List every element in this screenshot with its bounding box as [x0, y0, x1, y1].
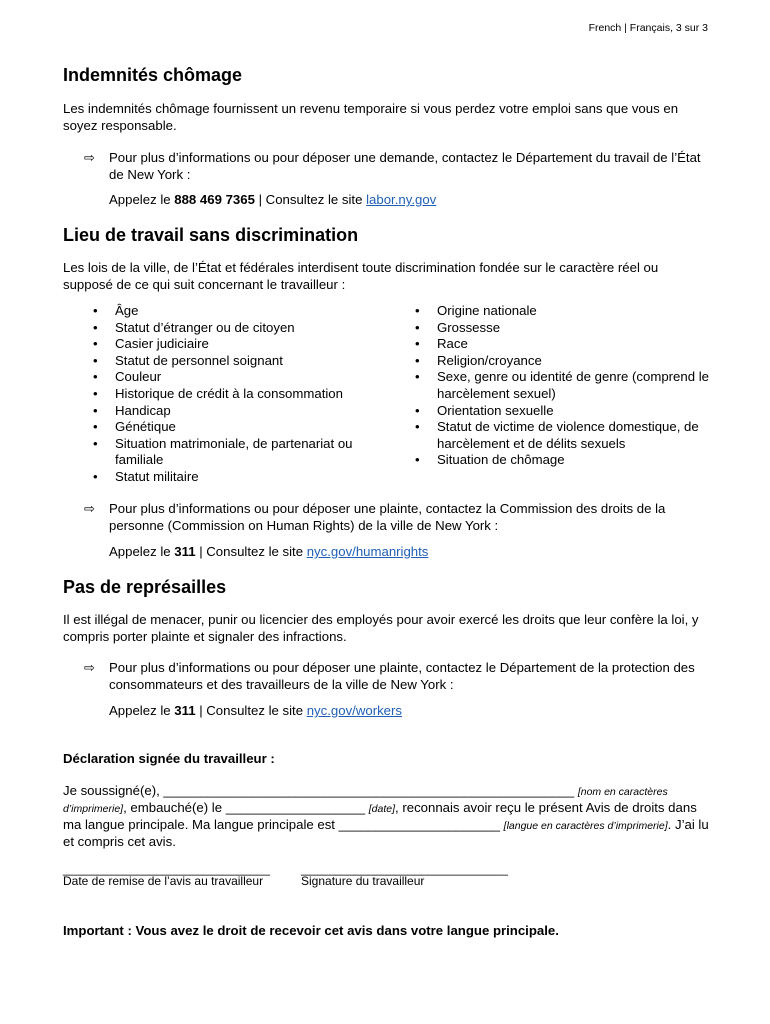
list-item: • Origine nationale	[415, 303, 715, 320]
arrow-right-icon: ⇨	[84, 660, 95, 675]
list-item: • Handicap	[93, 403, 383, 420]
site-prefix: | Consultez le site	[254, 192, 367, 207]
list-item: • Statut militaire	[93, 469, 383, 486]
list-item: • Orientation sexuelle	[415, 403, 715, 420]
list-item: • Religion/croyance	[415, 353, 715, 370]
unemployment-info	[84, 150, 708, 183]
retaliation-contact	[109, 703, 402, 718]
phone-number: 311	[174, 703, 196, 718]
declaration-title: Déclaration signée du travailleur :	[63, 751, 275, 766]
list-item: • Situation matrimoniale, de partenariat ou familiale	[93, 436, 383, 469]
discrimination-info	[84, 501, 708, 534]
declaration-part: Je soussigné(e), ________________________________________________________	[63, 783, 578, 798]
signature-line: _______________________________	[301, 862, 508, 876]
section-title-discrimination: Lieu de travail sans discrimination	[63, 225, 359, 245]
list-item: • Âge	[93, 303, 383, 320]
discrimination-info-text: Pour plus d’informations ou pour déposer une plainte, contactez la Commission des droits de la personne (Commission on Human Rights) de la ville de New York :	[109, 501, 666, 533]
unemployment-info-text: Pour plus d’informations ou pour déposer une demande, contactez le Département du travail de l’État de New York :	[109, 150, 701, 182]
date-line: _______________________________	[63, 862, 270, 876]
unemployment-contact	[109, 192, 436, 207]
retaliation-info-text: Pour plus d’informations ou pour déposer une plainte, contactez le Département de la protection des consommateurs et des travailleurs de la ville de New York :	[109, 660, 695, 692]
phone-number: 311	[174, 544, 196, 559]
site-prefix: | Consultez le site	[195, 703, 307, 718]
declaration-hint: [nom en caractères d’imprimerie]	[63, 786, 668, 815]
date-signature-field	[63, 862, 270, 888]
retaliation-info	[84, 660, 708, 693]
call-prefix: Appelez le	[109, 544, 175, 559]
declaration-part: , embauché(e) le ___________________	[123, 800, 369, 815]
list-item: • Race	[415, 336, 715, 353]
humanrights-link[interactable]: nyc.gov/humanrights	[306, 544, 429, 559]
list-item: • Historique de crédit à la consommation	[93, 386, 383, 403]
site-prefix: | Consultez le site	[195, 544, 307, 559]
call-prefix: Appelez le	[109, 703, 175, 718]
declaration-part: , reconnais avoir reçu le présent Avis de droits dans ma langue principale. Ma langue principale est ______________________	[63, 800, 697, 832]
list-item: • Statut de personnel soignant	[93, 353, 383, 370]
list-item: • Statut d’étranger ou de citoyen	[93, 320, 383, 337]
date-label: Date de remise de l’avis au travailleur	[63, 874, 264, 888]
arrow-right-icon: ⇨	[84, 501, 95, 516]
worker-signature-field	[301, 862, 508, 888]
phone-number: 888 469 7365	[174, 192, 255, 207]
workers-link[interactable]: nyc.gov/workers	[306, 703, 402, 718]
list-item: • Sexe, genre ou identité de genre (comprend le harcèlement sexuel)	[415, 369, 715, 402]
important-note: Important : Vous avez le droit de recevoir cet avis dans votre langue principale.	[63, 923, 559, 938]
page-header-note: French | Français, 3 sur 3	[588, 22, 708, 34]
list-item: • Situation de chômage	[415, 452, 715, 469]
unemployment-body: Les indemnités chômage fournissent un revenu temporaire si vous perdez votre emploi sans que vous en soyez responsable.	[63, 101, 679, 133]
signature-label: Signature du travailleur	[301, 874, 425, 888]
declaration-hint: [date]	[368, 803, 396, 815]
list-item: • Statut de victime de violence domestique, de harcèlement et de délits sexuels	[415, 419, 715, 452]
call-prefix: Appelez le	[109, 192, 175, 207]
list-item: • Couleur	[93, 369, 383, 386]
retaliation-body: Il est illégal de menacer, punir ou licencier des employés pour avoir exercé les droits que leur confère la loi, y compris porter plainte et signaler des infractions.	[63, 612, 699, 644]
labor-link[interactable]: labor.ny.gov	[366, 192, 437, 207]
declaration-text	[63, 783, 713, 850]
section-title-retaliation: Pas de représailles	[63, 577, 227, 597]
list-item: • Grossesse	[415, 320, 715, 337]
arrow-right-icon: ⇨	[84, 150, 95, 165]
protected-list-right	[415, 303, 715, 469]
declaration-hint: [langue en caractères d’imprimerie]	[503, 820, 668, 832]
list-item: • Génétique	[93, 419, 383, 436]
protected-list-left	[93, 303, 383, 486]
list-item: • Casier judiciaire	[93, 336, 383, 353]
discrimination-body: Les lois de la ville, de l’État et fédérales interdisent toute discrimination fondée sur le caractère réel ou supposé de ce qui suit concernant le travailleur :	[63, 260, 659, 292]
section-title-unemployment: Indemnités chômage	[63, 65, 243, 85]
declaration-part: . J’ai lu et compris cet avis.	[63, 817, 709, 849]
discrimination-contact	[109, 544, 428, 559]
